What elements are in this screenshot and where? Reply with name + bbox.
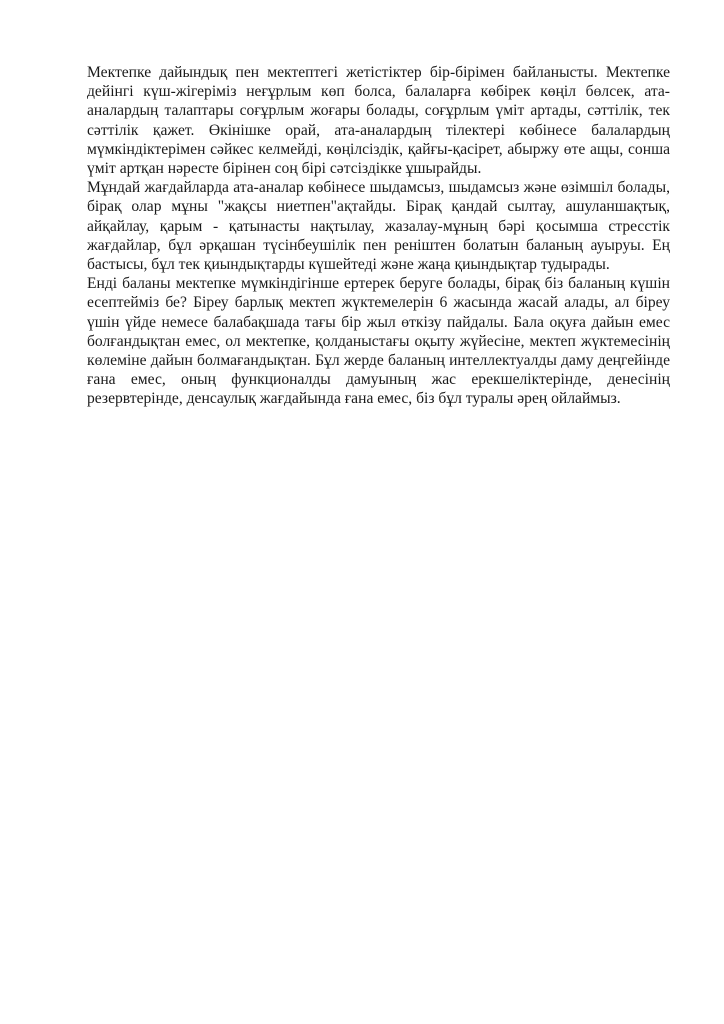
paragraph-school-age: Енді баланы мектепке мүмкіндігінше ертерек беруге болады, бірақ біз баланың күшін есептейміз бе? Біреу барлық мектеп жүктемелерін 6 жасында жасай алады, ал біреу үшін үйде немесе балабақшада тағы бір жыл өткізу пайдалы. Бала оқуға дайын емес болғандықтан емес, ол мектепке, қолданыстағы оқыту жүйесіне, мектеп жүктемесінің көлеміне дайын болмағандықтан. Бұл жерде баланың интеллектуалды даму деңгейінде ғана емес, оның функционалды дамуының жас ерекшеліктерінде, денесінің резервтерінде, денсаулық жағдайында ғана емес, біз бұл туралы әрең ойлаймыз. [87,275,670,408]
paragraph-parent-reactions: Мұндай жағдайларда ата-аналар көбінесе шыдамсыз, шыдамсыз және өзімшіл болады, бірақ олар мұны "жақсы ниетпен"ақтайды. Бірақ қандай сылтау, ашуланшақтық, айқайлау, қарым - қатынасты нақтылау, жазалау-мұның бәрі қосымша стресстік жағдайлар, бұл әрқашан түсінбеушілік пен реніштен болатын баланың ауыруы. Ең бастысы, бұл тек қиындықтарды күшейтеді және жаңа қиындықтар тудырады. [87,179,670,274]
body-text [87,63,670,409]
paragraph-school-readiness: Мектепке дайындық пен мектептегі жетістіктер бір-бірімен байланысты. Мектепке дейінгі күш-жігеріміз неғұрлым көп болса, балаларға көбірек көңіл бөлсек, ата-аналардың талаптары соғұрлым жоғары болады, соғұрлым үміт артады, сәттілік, тек сәттілік қажет. Өкінішке орай, ата-аналардың тілектері көбінесе балалардың мүмкіндіктерімен сәйкес келмейді, көңілсіздік, қайғы-қасірет, абыржу өте ащы, сонша үміт артқан нәресте бірінен соң бірі сәтсіздікке ұшырайды. [87,64,670,178]
